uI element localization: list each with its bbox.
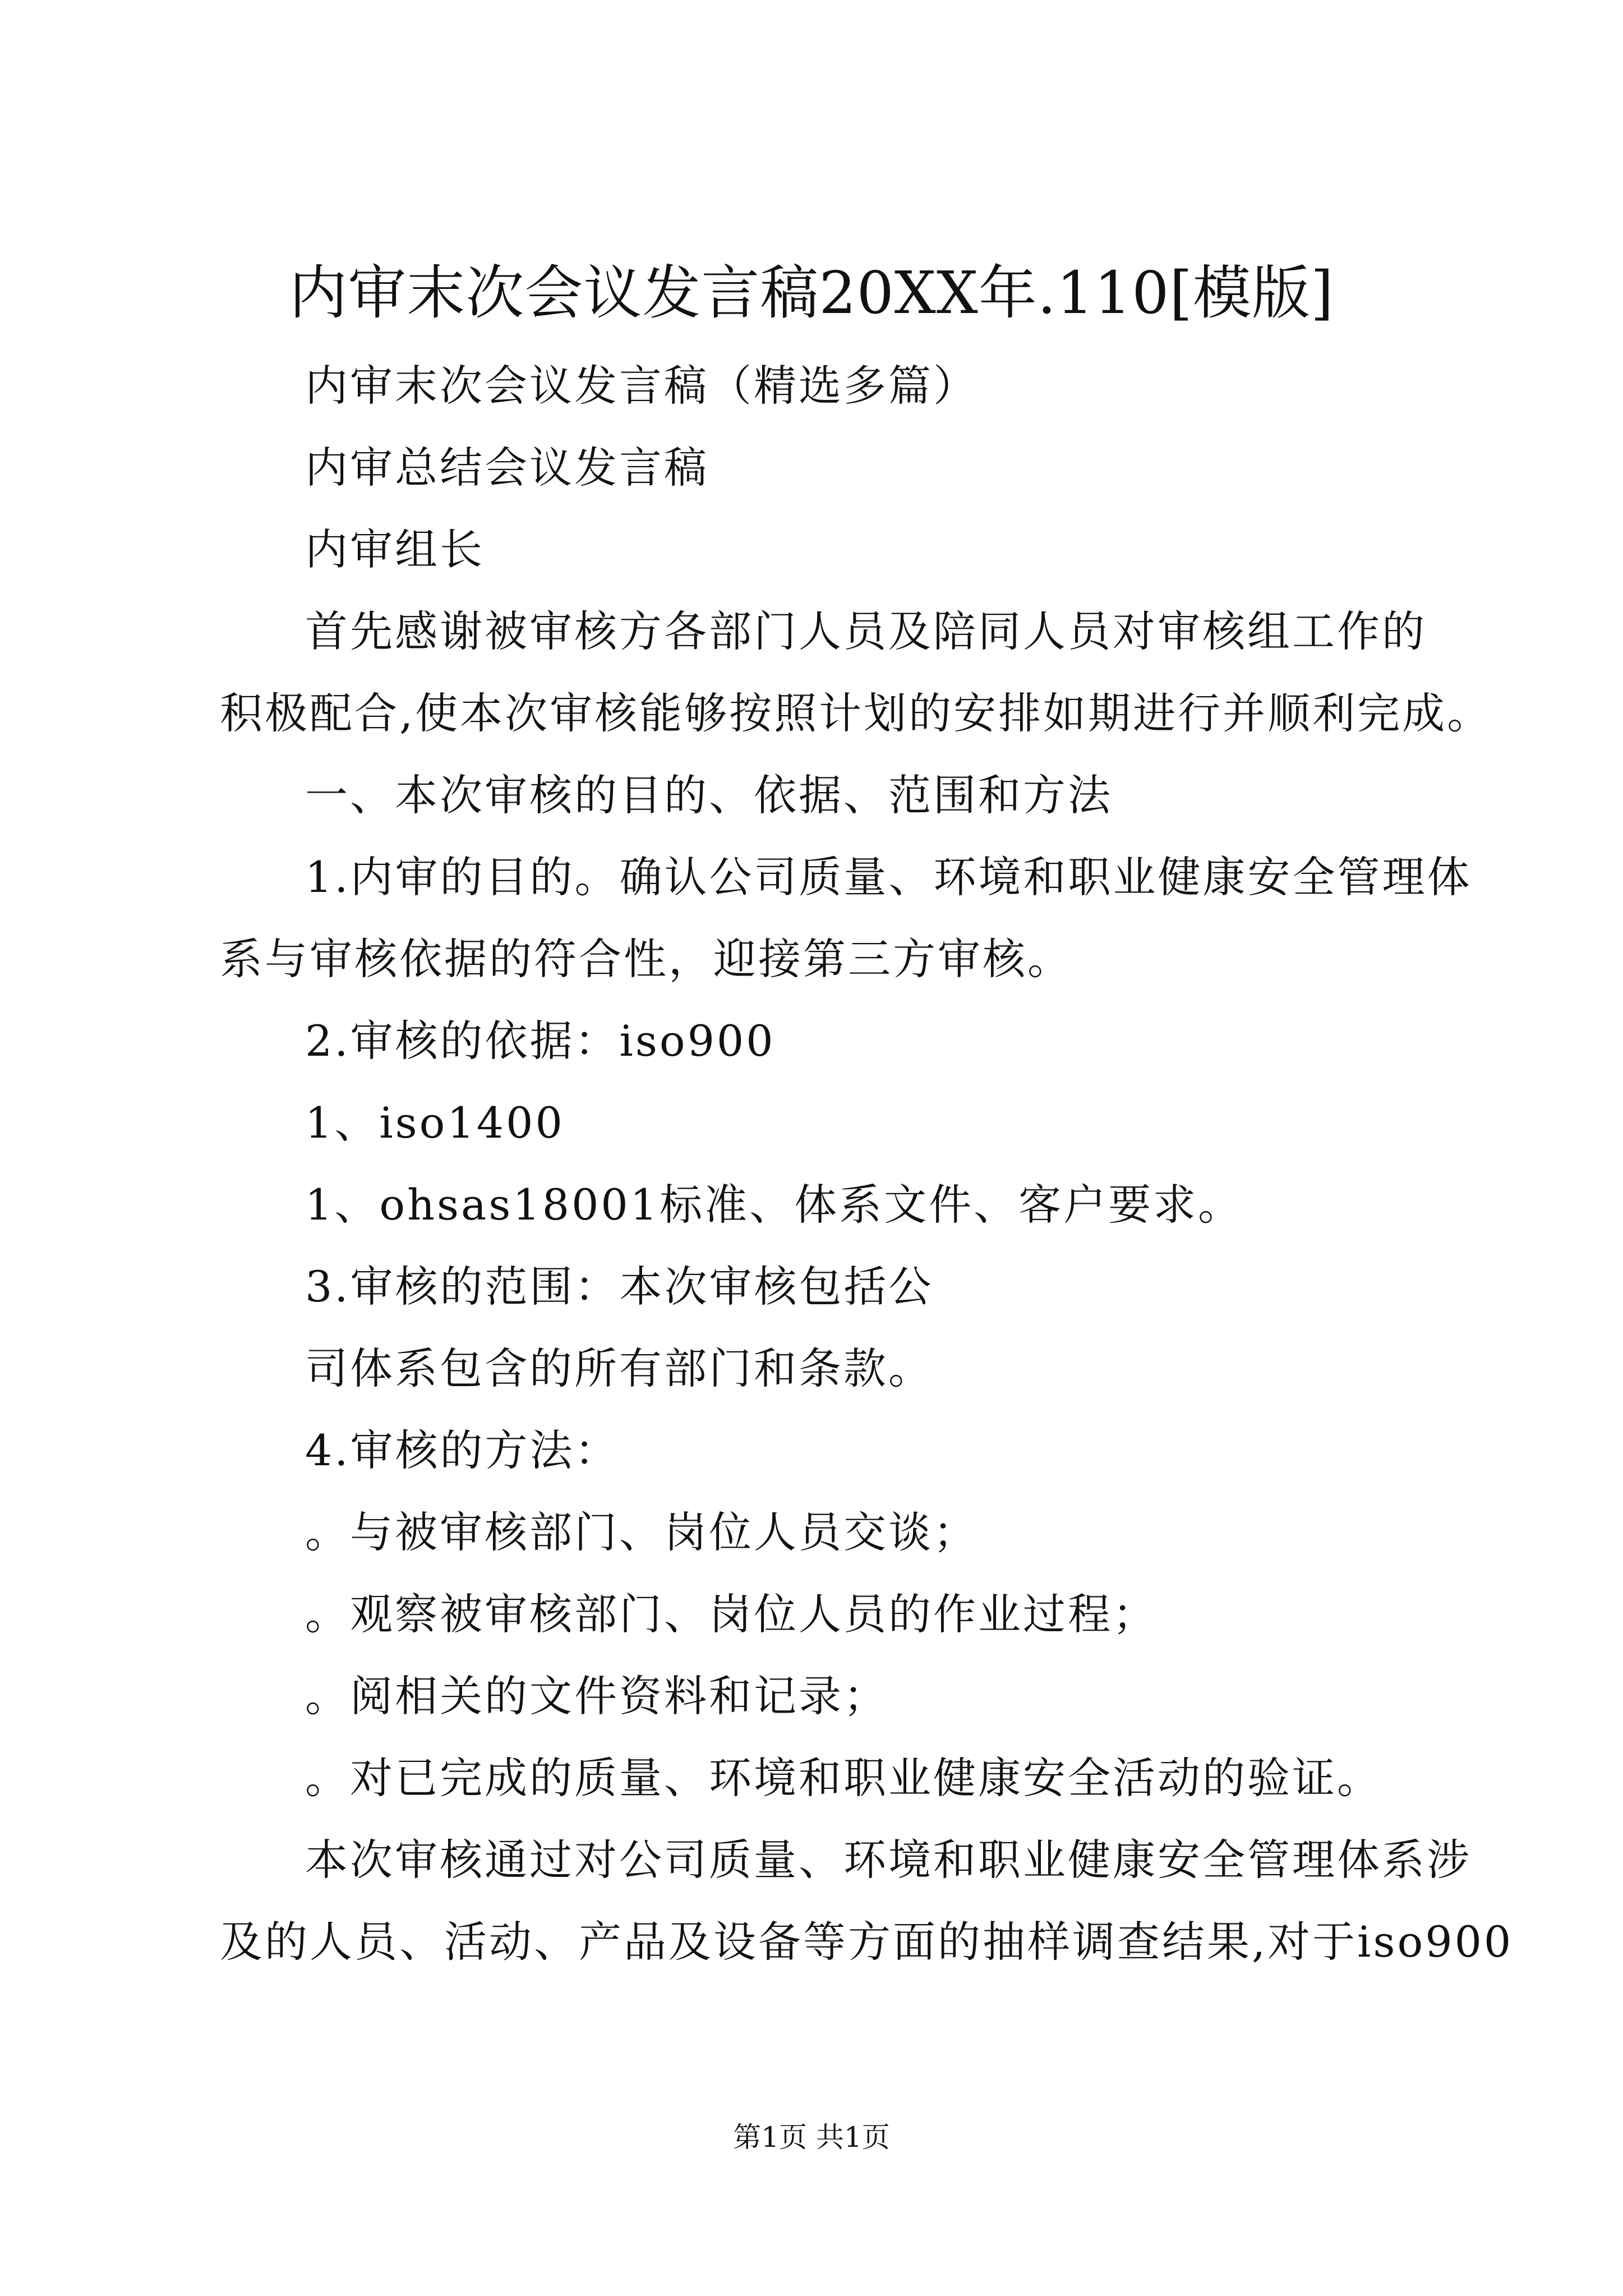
list-item: 。观察被审核部门、岗位人员的作业过程； xyxy=(305,1589,1158,1639)
paragraph-line: 内审总结会议发言稿 xyxy=(305,443,709,493)
page-footer: 第1页 共1页 xyxy=(733,2121,890,2154)
section-heading: 一、本次审核的目的、依据、范围和方法 xyxy=(305,770,1113,820)
paragraph-line: 内审组长 xyxy=(305,524,485,574)
paragraph-line: 2.审核的依据：iso900 xyxy=(305,1016,776,1066)
paragraph-line: 司体系包含的所有部门和条款。 xyxy=(305,1343,933,1393)
paragraph-line: 4.审核的方法： xyxy=(305,1425,620,1475)
paragraph-line: 1.内审的目的。确认公司质量、环境和职业健康安全管理体 xyxy=(305,852,1472,902)
paragraph-line: 3.审核的范围：本次审核包括公 xyxy=(305,1262,934,1312)
paragraph-line: 1、iso1400 xyxy=(305,1098,565,1148)
paragraph-line: 内审末次会议发言稿（精选多篇） xyxy=(305,361,978,411)
list-item: 。阅相关的文件资料和记录； xyxy=(305,1671,888,1721)
document-body xyxy=(220,345,1514,1983)
paragraph-line: 积极配合,使本次审核能够按照计划的安排如期进行并顺利完成。 xyxy=(220,688,1492,738)
list-item: 。与被审核部门、岗位人员交谈； xyxy=(305,1507,978,1557)
paragraph-line: 首先感谢被审核方各部门人员及陪同人员对审核组工作的 xyxy=(305,606,1427,656)
paragraph-line: 及的人员、活动、产品及设备等方面的抽样调查结果,对于iso900 xyxy=(220,1917,1514,1967)
paragraph-line: 本次审核通过对公司质量、环境和职业健康安全管理体系涉 xyxy=(305,1835,1472,1885)
paragraph-line: 系与审核依据的符合性，迎接第三方审核。 xyxy=(220,934,1072,984)
document-title: 内审末次会议发言稿20XX年.110[模版] xyxy=(289,259,1334,327)
list-item: 。对已完成的质量、环境和职业健康安全活动的验证。 xyxy=(305,1753,1382,1803)
paragraph-line: 1、ohsas18001标准、体系文件、客户要求。 xyxy=(305,1180,1243,1230)
